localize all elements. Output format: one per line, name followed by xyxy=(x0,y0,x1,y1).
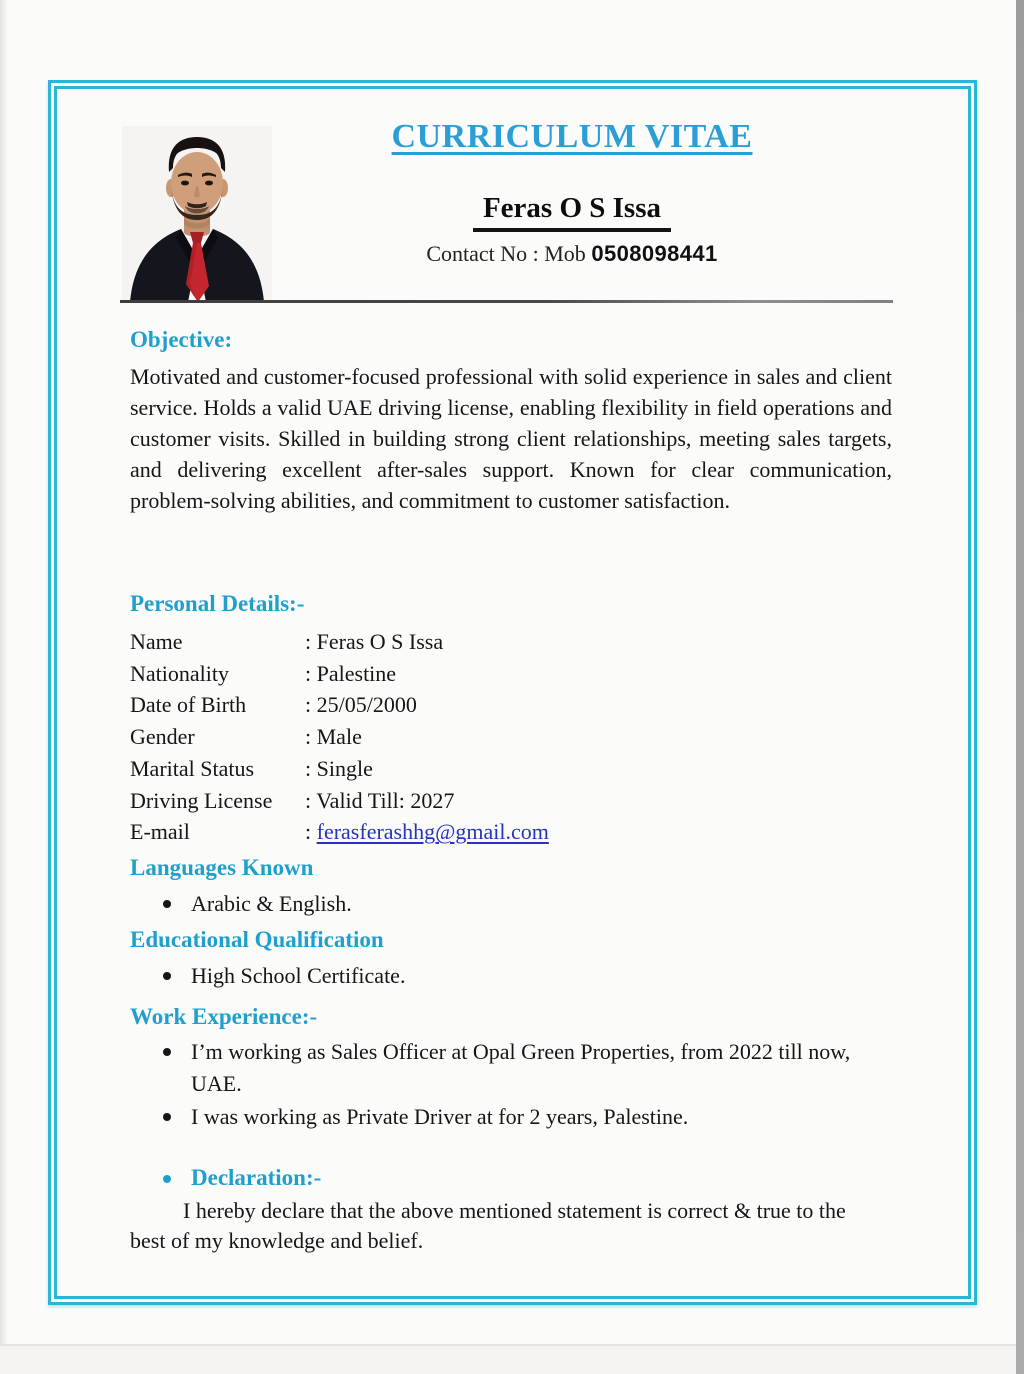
colon-separator: : xyxy=(305,819,312,845)
list-item xyxy=(160,960,880,992)
table-row xyxy=(130,816,730,848)
bullet-icon xyxy=(163,1048,171,1056)
applicant-name xyxy=(302,192,842,232)
bullet-icon xyxy=(163,1113,171,1121)
scan-edge-left xyxy=(0,0,7,1374)
detail-value: : Valid Till: 2027 xyxy=(305,787,455,813)
bullet-icon xyxy=(163,900,171,908)
detail-label: Name xyxy=(130,629,183,654)
bullet-icon xyxy=(163,972,171,980)
table-row xyxy=(130,689,730,721)
table-row xyxy=(130,626,730,658)
detail-label: Gender xyxy=(130,724,195,750)
work-item-text: I was working as Private Driver at for 2 years, Palestine. xyxy=(191,1104,689,1129)
list-item xyxy=(160,1036,895,1100)
colon-separator: : xyxy=(305,629,312,654)
colon-separator: : xyxy=(305,660,312,686)
detail-label: Date of Birth xyxy=(130,692,247,718)
bullet-icon xyxy=(163,1175,171,1183)
education-heading: Educational Qualification xyxy=(130,927,384,952)
scan-edge-right xyxy=(1016,0,1024,1374)
colon-separator: : xyxy=(305,692,312,718)
list-item xyxy=(160,1101,895,1133)
detail-value xyxy=(305,816,730,848)
detail-value: : 25/05/2000 xyxy=(305,692,417,718)
table-row xyxy=(130,658,730,690)
applicant-name-text: Feras O S Issa xyxy=(473,192,671,232)
applicant-photo xyxy=(122,126,272,302)
colon-separator: : xyxy=(305,787,312,813)
languages-heading: Languages Known xyxy=(130,855,314,880)
contact-label: Contact No : Mob xyxy=(426,241,586,266)
personal-details-table xyxy=(130,626,730,848)
detail-label: Nationality xyxy=(130,660,229,686)
education-item-text: High School Certificate. xyxy=(191,963,406,988)
contact-line xyxy=(302,241,842,267)
work-item-text: I’m working as Sales Officer at Opal Green Properties, from 2022 till now, UAE. xyxy=(191,1039,851,1096)
declaration-heading-row xyxy=(160,1163,880,1193)
detail-value: : Palestine xyxy=(305,660,397,686)
cv-title xyxy=(302,118,842,156)
personal-details-heading: Personal Details:- xyxy=(130,591,305,616)
objective-paragraph: Motivated and customer-focused professional with solid experience in sales and client service. Holds a valid UAE driving license, enabling flexibility in field operations and customer visits. Skilled in building strong client relationships, meeting sales targets, and delivering excellent after-sales support. Known for clear communication, problem-solving abilities, and commitment to customer satisfaction. xyxy=(130,364,892,513)
language-item-text: Arabic & English. xyxy=(191,891,352,916)
detail-label: E-mail xyxy=(130,819,190,845)
applicant-photo-illustration xyxy=(122,126,272,302)
detail-value: : Male xyxy=(305,724,362,750)
colon-separator: : xyxy=(305,724,312,750)
detail-value: : Single xyxy=(305,755,373,781)
table-row xyxy=(130,721,730,753)
list-item xyxy=(160,888,880,920)
detail-label: Marital Status xyxy=(130,755,255,781)
detail-value: : Feras O S Issa xyxy=(305,629,444,654)
cv-title-text: CURRICULUM VITAE xyxy=(391,118,753,155)
detail-label: Driving License xyxy=(130,787,273,813)
email-link[interactable]: ferasferashhg@gmail.com xyxy=(316,819,549,845)
declaration-paragraph: I hereby declare that the above mentioned statement is correct & true to the best of my knowledge and belief. xyxy=(130,1198,846,1253)
work-experience-heading: Work Experience:- xyxy=(130,1004,318,1029)
table-row xyxy=(130,753,730,785)
table-row xyxy=(130,785,730,817)
declaration-heading: Declaration:- xyxy=(191,1165,322,1190)
header-divider xyxy=(120,300,893,303)
objective-heading: Objective: xyxy=(130,327,233,352)
contact-number: 0508098441 xyxy=(591,241,718,266)
scan-bottom-band xyxy=(0,1346,1016,1374)
colon-separator: : xyxy=(305,755,312,781)
